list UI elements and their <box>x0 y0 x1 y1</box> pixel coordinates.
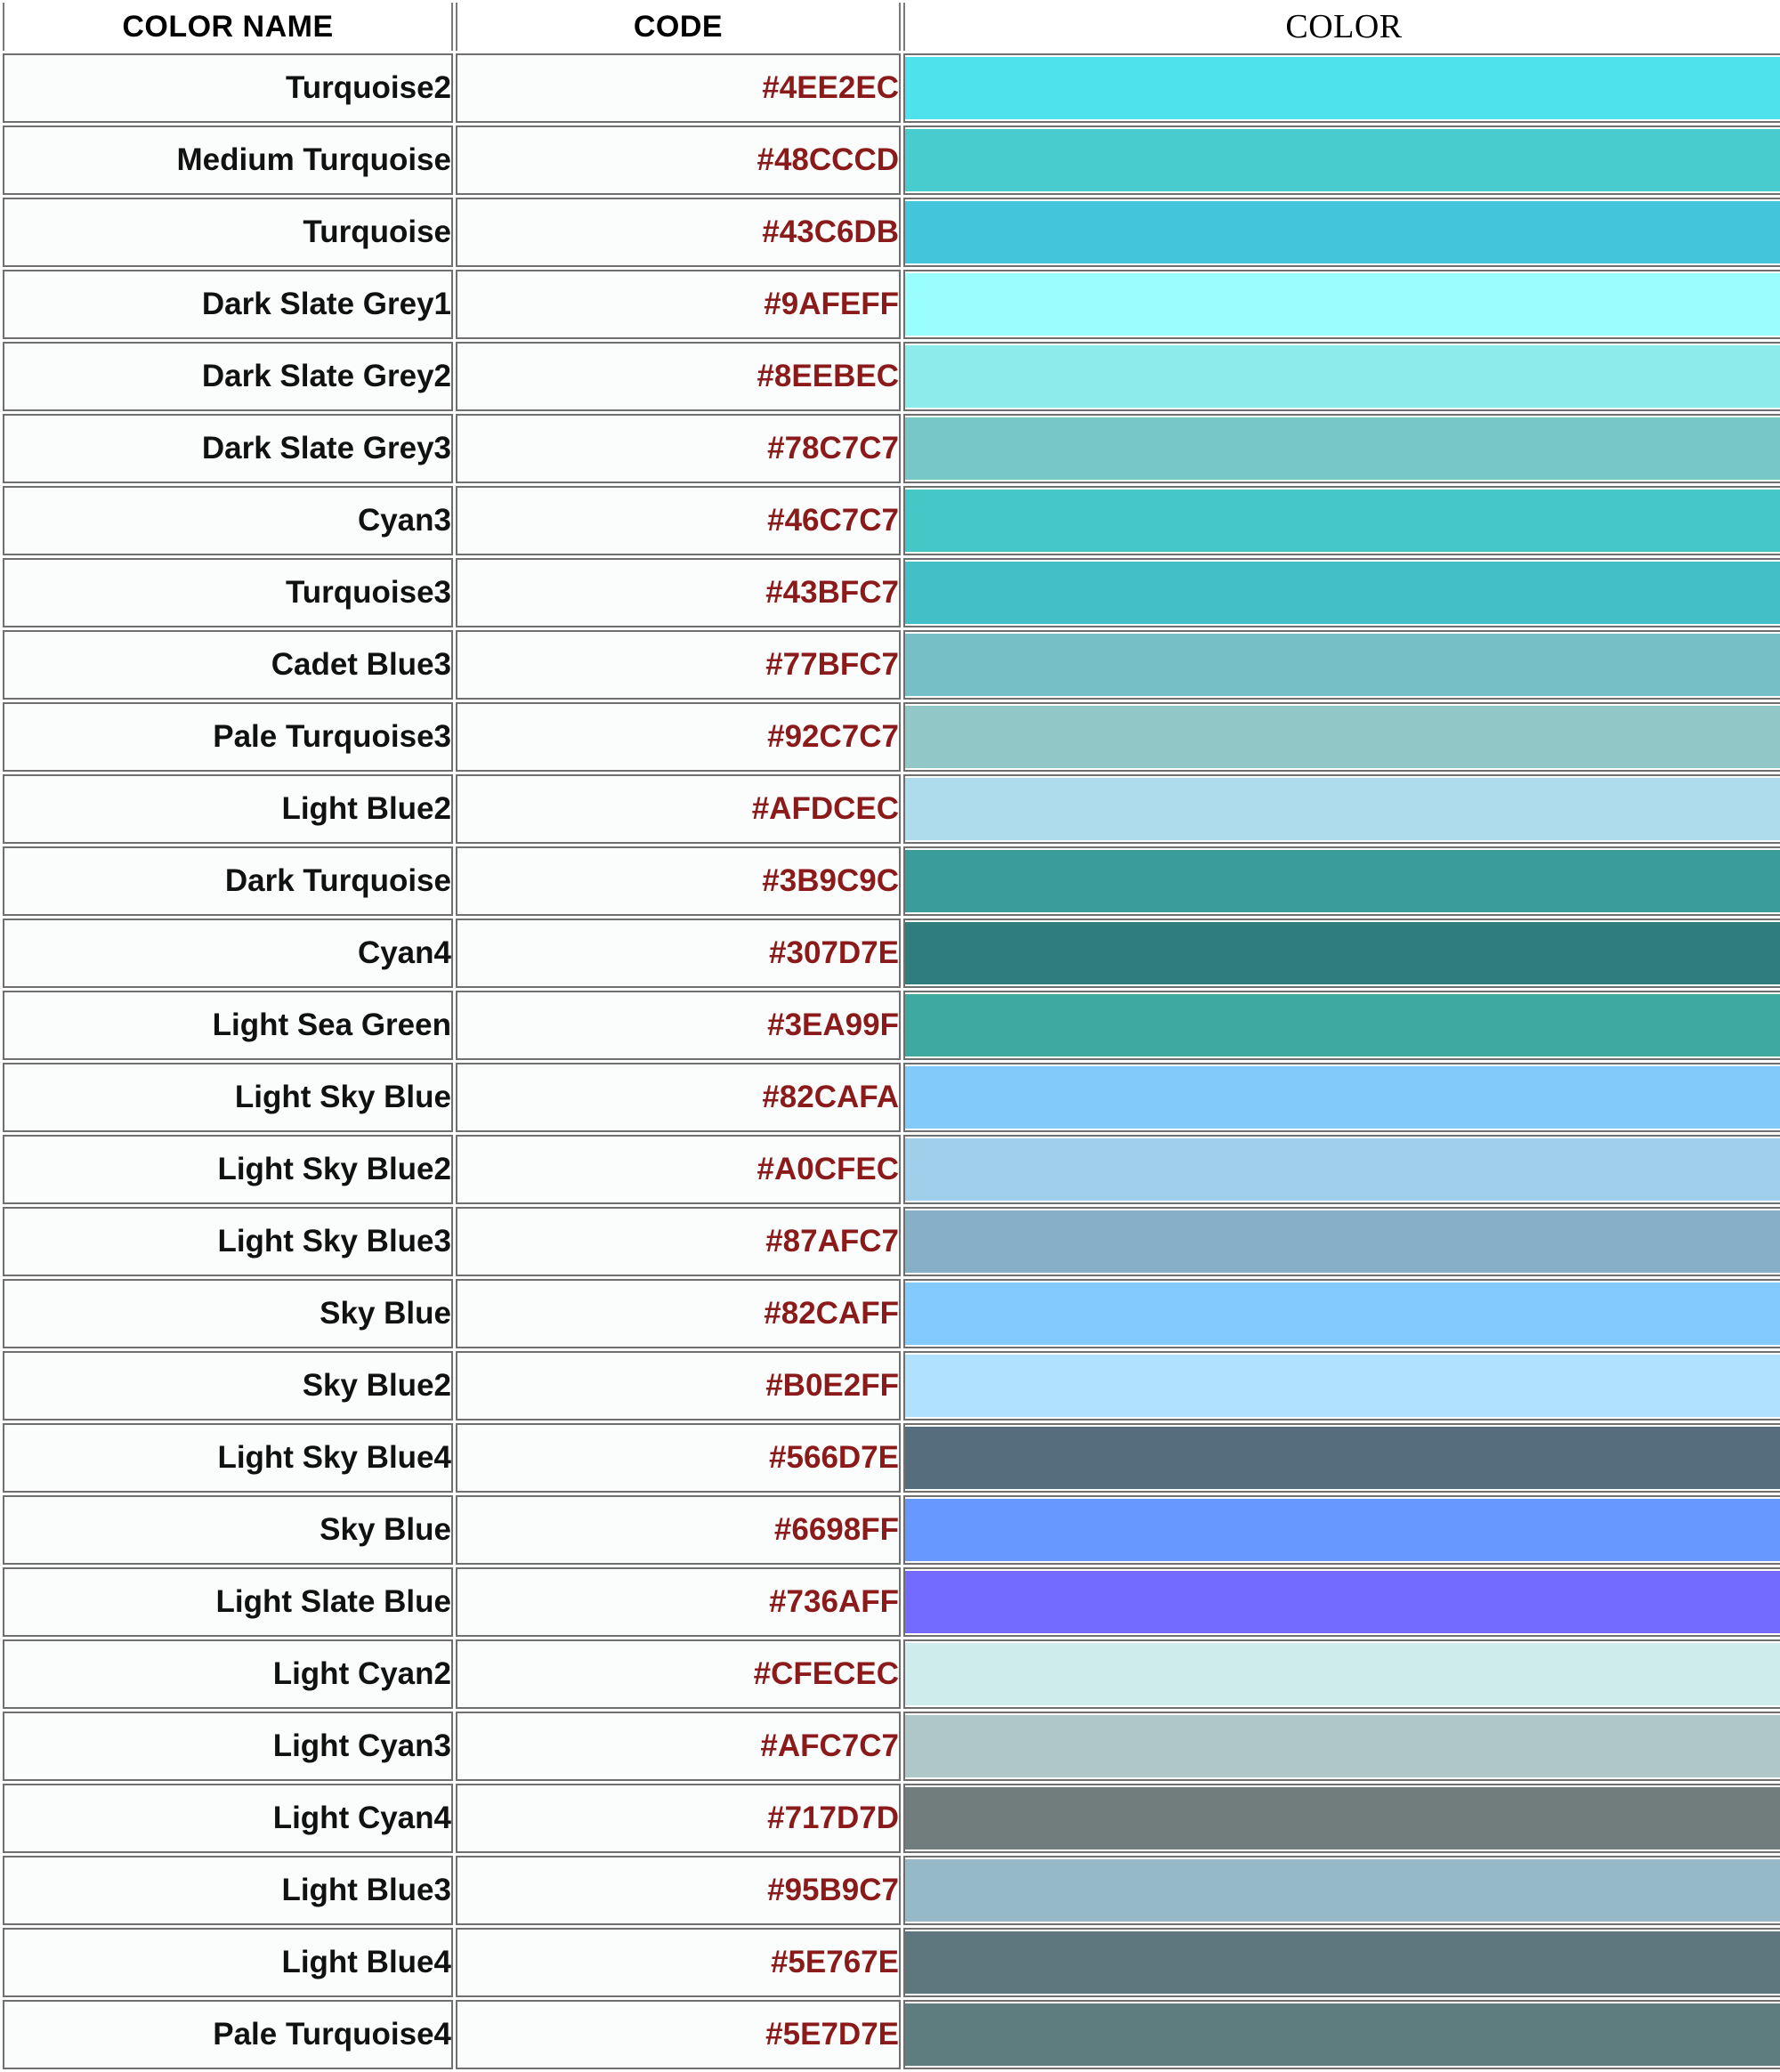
color-swatch <box>905 345 1780 408</box>
color-code-cell: #717D7D <box>456 1784 901 1853</box>
color-name-cell: Sky Blue <box>3 1279 453 1348</box>
color-swatch-cell <box>903 846 1780 916</box>
color-swatch-cell <box>903 919 1780 988</box>
color-swatch-cell <box>903 1351 1780 1420</box>
color-swatch-cell <box>903 342 1780 411</box>
color-swatch-cell <box>903 125 1780 195</box>
color-swatch <box>905 1427 1780 1489</box>
color-swatch-cell <box>903 2000 1780 2069</box>
color-swatch <box>905 273 1780 336</box>
color-swatch <box>905 1066 1780 1129</box>
color-code-cell: #9AFEFF <box>456 270 901 339</box>
color-name-cell: Cyan4 <box>3 919 453 988</box>
color-name-cell: Light Slate Blue <box>3 1567 453 1637</box>
table-row <box>3 1135 1780 1204</box>
color-swatch <box>905 490 1780 552</box>
table-row <box>3 414 1780 483</box>
column-header-color: COLOR <box>903 3 1780 51</box>
color-code-cell: #736AFF <box>456 1567 901 1637</box>
color-swatch-cell <box>903 53 1780 123</box>
color-swatch <box>905 562 1780 624</box>
color-code-cell: #B0E2FF <box>456 1351 901 1420</box>
color-name-cell: Light Blue4 <box>3 1928 453 1997</box>
table-row <box>3 2000 1780 2069</box>
color-swatch-cell <box>903 1135 1780 1204</box>
color-swatch-cell <box>903 1567 1780 1637</box>
color-name-cell: Sky Blue2 <box>3 1351 453 1420</box>
color-code-cell: #43BFC7 <box>456 558 901 627</box>
color-swatch-cell <box>903 991 1780 1060</box>
color-code-cell: #6698FF <box>456 1495 901 1565</box>
table-row <box>3 991 1780 1060</box>
color-name-cell: Dark Slate Grey1 <box>3 270 453 339</box>
color-swatch <box>905 1355 1780 1417</box>
color-code-cell: #4EE2EC <box>456 53 901 123</box>
color-swatch <box>905 778 1780 840</box>
table-row <box>3 702 1780 772</box>
table-row <box>3 1784 1780 1853</box>
color-name-cell: Light Sky Blue2 <box>3 1135 453 1204</box>
table-row <box>3 1567 1780 1637</box>
color-code-cell: #5E767E <box>456 1928 901 1997</box>
color-name-cell: Light Blue3 <box>3 1856 453 1925</box>
color-swatch-cell <box>903 1856 1780 1925</box>
color-code-cell: #46C7C7 <box>456 486 901 555</box>
color-swatch <box>905 57 1780 119</box>
color-name-cell: Turquoise2 <box>3 53 453 123</box>
color-code-cell: #43C6DB <box>456 198 901 267</box>
color-swatch <box>905 1283 1780 1345</box>
color-swatch <box>905 2003 1780 2066</box>
color-name-cell: Pale Turquoise3 <box>3 702 453 772</box>
table-row <box>3 486 1780 555</box>
color-code-cell: #82CAFA <box>456 1063 901 1132</box>
color-swatch-cell <box>903 702 1780 772</box>
table-row <box>3 1207 1780 1276</box>
color-swatch-cell <box>903 1207 1780 1276</box>
color-swatch-cell <box>903 1928 1780 1997</box>
color-swatch <box>905 201 1780 263</box>
color-swatch-cell <box>903 1639 1780 1709</box>
color-swatch <box>905 922 1780 984</box>
color-swatch <box>905 994 1780 1056</box>
color-swatch-cell <box>903 486 1780 555</box>
color-swatch <box>905 1210 1780 1273</box>
color-swatch <box>905 1138 1780 1201</box>
color-code-cell: #95B9C7 <box>456 1856 901 1925</box>
color-name-cell: Light Sky Blue <box>3 1063 453 1132</box>
color-code-cell: #78C7C7 <box>456 414 901 483</box>
color-swatch-cell <box>903 270 1780 339</box>
color-swatch-cell <box>903 1495 1780 1565</box>
color-swatch-cell <box>903 630 1780 700</box>
color-name-cell: Light Sky Blue3 <box>3 1207 453 1276</box>
color-swatch <box>905 850 1780 912</box>
color-name-cell: Cadet Blue3 <box>3 630 453 700</box>
color-name-cell: Pale Turquoise4 <box>3 2000 453 2069</box>
color-code-cell: #48CCCD <box>456 125 901 195</box>
table-row <box>3 53 1780 123</box>
header-row <box>3 3 1780 51</box>
color-name-cell: Light Cyan4 <box>3 1784 453 1853</box>
color-name-cell: Sky Blue <box>3 1495 453 1565</box>
color-swatch <box>905 1571 1780 1633</box>
table-row <box>3 125 1780 195</box>
table-header <box>3 3 1780 51</box>
table-row <box>3 558 1780 627</box>
color-swatch-cell <box>903 1784 1780 1853</box>
color-code-cell: #A0CFEC <box>456 1135 901 1204</box>
color-swatch <box>905 417 1780 480</box>
color-code-cell: #CFECEC <box>456 1639 901 1709</box>
table-row <box>3 1279 1780 1348</box>
table-row <box>3 1495 1780 1565</box>
color-code-cell: #77BFC7 <box>456 630 901 700</box>
color-swatch-cell <box>903 414 1780 483</box>
table-row <box>3 270 1780 339</box>
color-name-cell: Cyan3 <box>3 486 453 555</box>
color-name-cell: Light Sky Blue4 <box>3 1423 453 1493</box>
color-swatch-cell <box>903 1279 1780 1348</box>
color-swatch <box>905 1499 1780 1561</box>
color-name-cell: Light Cyan2 <box>3 1639 453 1709</box>
color-swatch-cell <box>903 1423 1780 1493</box>
color-name-cell: Light Blue2 <box>3 774 453 844</box>
color-code-cell: #AFDCEC <box>456 774 901 844</box>
color-name-cell: Turquoise3 <box>3 558 453 627</box>
color-code-cell: #5E7D7E <box>456 2000 901 2069</box>
color-swatch <box>905 1787 1780 1849</box>
color-swatch <box>905 1859 1780 1922</box>
table-row <box>3 1423 1780 1493</box>
color-code-cell: #566D7E <box>456 1423 901 1493</box>
color-swatch-cell <box>903 1712 1780 1781</box>
color-code-cell: #82CAFF <box>456 1279 901 1348</box>
table-row <box>3 846 1780 916</box>
color-swatch <box>905 1715 1780 1777</box>
color-name-cell: Medium Turquoise <box>3 125 453 195</box>
color-name-cell: Dark Turquoise <box>3 846 453 916</box>
color-code-cell: #307D7E <box>456 919 901 988</box>
table-row <box>3 630 1780 700</box>
color-name-cell: Light Cyan3 <box>3 1712 453 1781</box>
color-code-cell: #87AFC7 <box>456 1207 901 1276</box>
color-code-cell: #3B9C9C <box>456 846 901 916</box>
table-body <box>3 53 1780 2069</box>
color-code-cell: #3EA99F <box>456 991 901 1060</box>
color-code-cell: #AFC7C7 <box>456 1712 901 1781</box>
column-header-color-name: COLOR NAME <box>3 3 453 51</box>
color-swatch-cell <box>903 1063 1780 1132</box>
table-row <box>3 1351 1780 1420</box>
table-row <box>3 919 1780 988</box>
table-row <box>3 774 1780 844</box>
color-swatch-cell <box>903 558 1780 627</box>
color-swatch <box>905 1643 1780 1705</box>
color-swatch <box>905 129 1780 191</box>
color-name-cell: Dark Slate Grey3 <box>3 414 453 483</box>
color-swatch-cell <box>903 198 1780 267</box>
table-row <box>3 1639 1780 1709</box>
color-code-cell: #8EEBEC <box>456 342 901 411</box>
table-row <box>3 1928 1780 1997</box>
color-code-cell: #92C7C7 <box>456 702 901 772</box>
color-name-cell: Turquoise <box>3 198 453 267</box>
color-swatch <box>905 706 1780 768</box>
table-row <box>3 198 1780 267</box>
color-name-cell: Dark Slate Grey2 <box>3 342 453 411</box>
table-row <box>3 1063 1780 1132</box>
table-row <box>3 1856 1780 1925</box>
color-swatch-cell <box>903 774 1780 844</box>
column-header-code: CODE <box>456 3 901 51</box>
color-swatch <box>905 1931 1780 1994</box>
color-swatch <box>905 634 1780 696</box>
table-row <box>3 1712 1780 1781</box>
color-name-cell: Light Sea Green <box>3 991 453 1060</box>
table-row <box>3 342 1780 411</box>
